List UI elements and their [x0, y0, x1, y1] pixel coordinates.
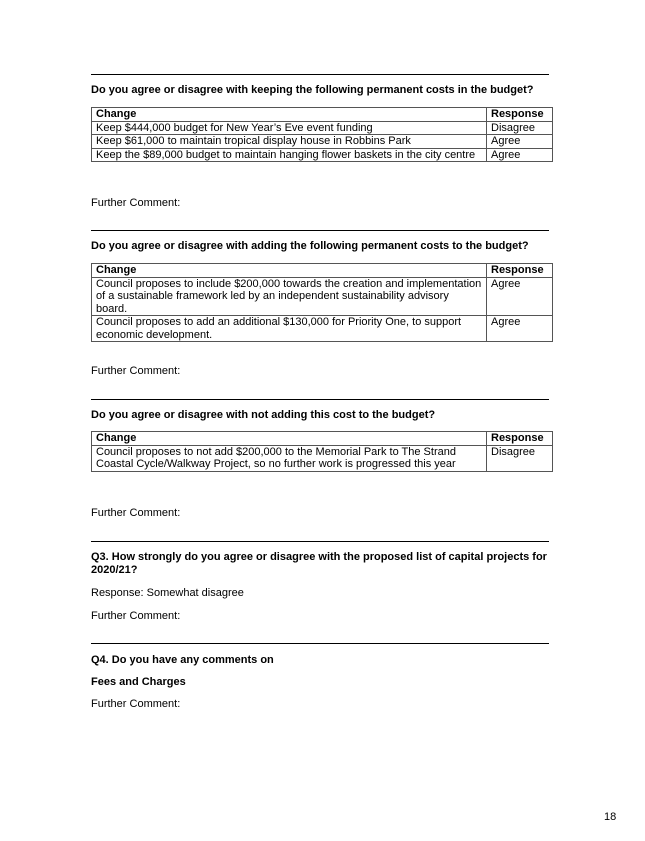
section-1-question: Do you agree or disagree with keeping the following permanent costs in the budget? — [91, 84, 534, 96]
header-change: Change — [92, 264, 487, 278]
table-row — [92, 121, 553, 135]
section-2-further-comment: Further Comment: — [91, 365, 181, 377]
table-row — [92, 316, 553, 342]
table-header-row — [92, 432, 553, 446]
section-3-table — [91, 431, 553, 472]
section-1-further-comment: Further Comment: — [91, 197, 181, 209]
header-response: Response — [487, 264, 553, 278]
rule-1 — [91, 74, 549, 75]
response-cell: Disagree — [487, 445, 553, 471]
table-row — [92, 277, 553, 316]
response-cell: Agree — [487, 277, 553, 316]
response-cell: Agree — [487, 148, 553, 162]
q3-question: Q3. How strongly do you agree or disagree with the proposed list of capital projects for 2020/21? — [91, 551, 547, 576]
table-header-row — [92, 264, 553, 278]
q4-subheading: Fees and Charges — [91, 676, 186, 688]
q4-question: Q4. Do you have any comments on — [91, 654, 274, 666]
header-change: Change — [92, 108, 487, 122]
table-row — [92, 148, 553, 162]
rule-4 — [91, 541, 549, 542]
change-cell: Keep the $89,000 budget to maintain hanging flower baskets in the city centre — [92, 148, 487, 162]
change-cell: Council proposes to not add $200,000 to the Memorial Park to The Strand Coastal Cycle/Walkway Project, so no further work is progressed this year — [92, 445, 487, 471]
header-response: Response — [487, 108, 553, 122]
q3-further-comment: Further Comment: — [91, 610, 181, 622]
change-cell: Keep $61,000 to maintain tropical display house in Robbins Park — [92, 135, 487, 149]
change-cell: Council proposes to include $200,000 towards the creation and implementation of a sustainable framework led by an independent sustainability advisory board. — [92, 277, 487, 316]
table-row — [92, 445, 553, 471]
header-response: Response — [487, 432, 553, 446]
q4-further-comment: Further Comment: — [91, 698, 181, 710]
change-cell: Council proposes to add an additional $130,000 for Priority One, to support economic development. — [92, 316, 487, 342]
page-number: 18 — [604, 811, 617, 823]
section-3-further-comment: Further Comment: — [91, 507, 181, 519]
response-cell: Disagree — [487, 121, 553, 135]
response-cell: Agree — [487, 135, 553, 149]
rule-3 — [91, 399, 549, 400]
header-change: Change — [92, 432, 487, 446]
table-row — [92, 135, 553, 149]
section-3-question: Do you agree or disagree with not adding this cost to the budget? — [91, 409, 436, 421]
q3-response: Response: Somewhat disagree — [91, 587, 244, 599]
rule-2 — [91, 230, 549, 231]
change-cell: Keep $444,000 budget for New Year’s Eve event funding — [92, 121, 487, 135]
rule-5 — [91, 643, 549, 644]
response-cell: Agree — [487, 316, 553, 342]
section-2-table — [91, 263, 553, 342]
section-1-table — [91, 107, 553, 162]
table-header-row — [92, 108, 553, 122]
section-2-question: Do you agree or disagree with adding the following permanent costs to the budget? — [91, 240, 529, 252]
